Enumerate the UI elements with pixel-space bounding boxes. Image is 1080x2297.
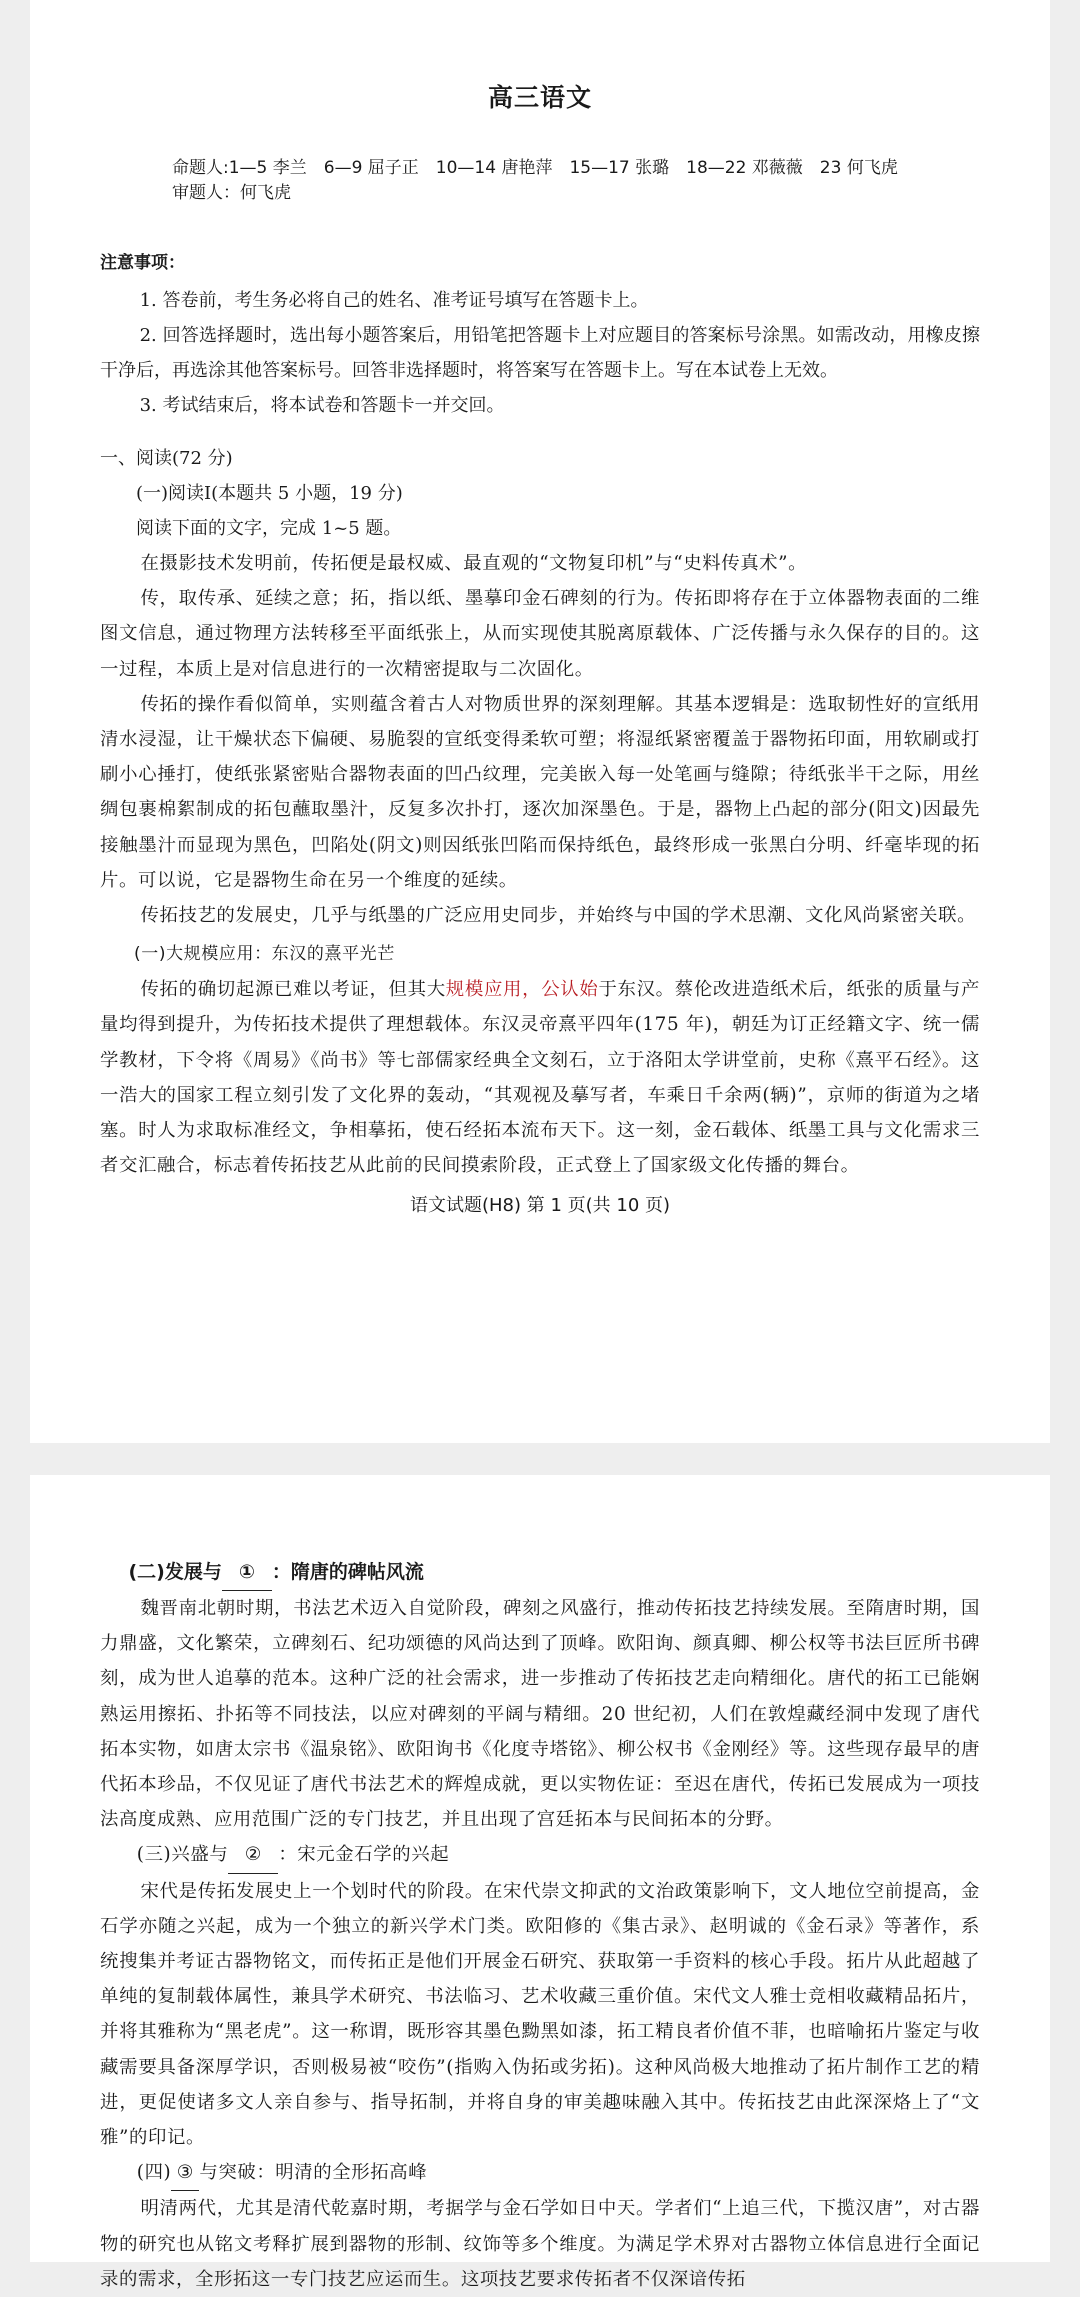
passage-subheading: (一)大规模应用：东汉的熹平光芒: [134, 944, 395, 965]
paragraph-text: 于东汉。蔡伦改进造纸术后，纸张的质量与产量均得到提升，为传拓技术提供了理想载体。东汉灵帝熹平四年(175 年)，朝廷为订正经籍文字、统一儒学教材，下令将《周易》《尚书》等七部儒家经典全文刻石，立于洛阳太学讲堂前，史称《熹平石经》。这一浩大的国家工程立刻引发了文化界的轰动，“其观视及摹写者，车乘日千余两(辆)”，京师的街道为之堵塞。时人为求取标准经文，争相摹拓，使石经拓本流布天下。这一刻，金石载体、纸墨工具与文化需求三者交汇融合，标志着传拓技艺从此前的民间摸索阶段，正式登上了国家级文化传播的舞台。: [100, 979, 980, 1177]
notice-item-3: 3. 考试结束后，将本试卷和答题卡一并交回。: [139, 395, 505, 416]
passage-subheading: [100, 1555, 980, 1591]
passage-paragraph: 在摄影技术发明前，传拓便是最权威、最直观的“文物复印机”与“史料传真术”。: [140, 553, 808, 574]
page-footer: 语文试题(H8) 第 1 页(共 10 页): [409, 1195, 671, 1217]
passage-subheading: [100, 1837, 980, 1873]
blank-3: ③: [171, 2155, 199, 2191]
blank-2: ②: [228, 1837, 278, 1873]
passage-subheading: [100, 2155, 980, 2191]
heading-text: (二)发展与: [128, 1561, 222, 1583]
subsection-title: (一)阅读Ⅰ(本题共 5 小题，19 分): [136, 483, 403, 504]
passage-paragraph: [100, 972, 980, 1183]
reviewer-line: 审题人：何飞虎: [172, 183, 291, 203]
heading-text: (四): [136, 2162, 172, 2184]
paragraph-text: 传拓的确切起源已难以考证，但其大: [140, 979, 446, 1001]
passage-paragraph: 明清两代，尤其是清代乾嘉时期，考据学与金石学如日中天。学者们“上追三代，下揽汉唐”，对古器物的研究也从铭文考释扩展到器物的形制、纹饰等多个维度。为满足学术界对古器物立体信息进行全面记录的需求，全形拓这一专门技艺应运而生。这项技艺要求传拓者不仅深谙传拓: [100, 2198, 980, 2290]
section-title: 一、阅读(72 分): [100, 448, 233, 469]
heading-text: (三)兴盛与: [136, 1844, 229, 1866]
passage-paragraph: 传，取传承、延续之意；拓，指以纸、墨摹印金石碑刻的行为。传拓即将存在于立体器物表面的二维图文信息，通过物理方法转移至平面纸张上，从而实现使其脱离原载体、广泛传播与永久保存的目的。这一过程，本质上是对信息进行的一次精密提取与二次固化。: [100, 588, 980, 680]
notice-title: 注意事项：: [100, 253, 185, 273]
blank-1: ①: [222, 1555, 272, 1591]
passage-paragraph: 宋代是传拓发展史上一个划时代的阶段。在宋代崇文抑武的文治政策影响下，文人地位空前提高，金石学亦随之兴起，成为一个独立的新兴学术门类。欧阳修的《集古录》、赵明诚的《金石录》等著作，系统搜集并考证古器物铭文，而传拓正是他们开展金石研究、获取第一手资料的核心手段。拓片从此超越了单纯的复制载体属性，兼具学术研究、书法临习、艺术收藏三重价值。宋代文人雅士竞相收藏精品拓片，并将其雅称为“黑老虎”。这一称谓，既形容其墨色黝黑如漆，拓工精良者价值不菲，也暗喻拓片鉴定与收藏需要具备深厚学识，否则极易被“咬伤”(指购入伪拓或劣拓)。这种风尚极大地推动了拓片制作工艺的精进，更促使诸多文人亲自参与、指导拓制，并将自身的审美趣味融入其中。传拓技艺由此深深烙上了“文雅”的印记。: [100, 1880, 980, 2149]
passage-paragraph: 传拓技艺的发展史，几乎与纸墨的广泛应用史同步，并始终与中国的学术思潮、文化风尚紧密关联。: [140, 905, 977, 927]
notice-item-1: 1. 答卷前，考生务必将自己的姓名、准考证号填写在答题卡上。: [139, 290, 649, 311]
instruction-text: 阅读下面的文字，完成 1~5 题。: [136, 518, 402, 539]
exam-meta: [100, 156, 980, 206]
heading-text: 与突破：明清的全形拓高峰: [199, 2162, 428, 2184]
heading-text: ：隋唐的碑帖风流: [271, 1561, 424, 1583]
heading-text: ：宋元金石学的兴起: [278, 1844, 450, 1866]
page-title: 高三语文: [487, 83, 592, 112]
exam-page-2: [30, 1475, 1050, 2290]
notice-item-2: 2. 回答选择题时，选出每小题答案后，用铅笔把答题卡上对应题目的答案标号涂黑。如需改动，用橡皮擦干净后，再选涂其他答案标号。回答非选择题时，将答案写在答题卡上。写在本试卷上无效。: [100, 325, 980, 381]
red-annotated-text: 规模应用，公认始: [445, 979, 599, 1001]
passage-paragraph: 传拓的操作看似简单，实则蕴含着古人对物质世界的深刻理解。其基本逻辑是：选取韧性好的宣纸用清水浸湿，让干燥状态下偏硬、易脆裂的宣纸变得柔软可塑；将湿纸紧密覆盖于器物拓印面，用软刷或打刷小心捶打，使纸张紧密贴合器物表面的凹凸纹理，完美嵌入每一处笔画与缝隙；待纸张半干之际，用丝绸包裹棉絮制成的拓包蘸取墨汁，反复多次扑打，逐次加深墨色。于是，器物上凸起的部分(阳文)因最先接触墨汁而显现为黑色，凹陷处(阴文)则因纸张凹陷而保持纸色，最终形成一张黑白分明、纤毫毕现的拓片。可以说，它是器物生命在另一个维度的延续。: [100, 693, 980, 891]
exam-page-1: [30, 0, 1050, 1443]
passage-paragraph: 魏晋南北朝时期，书法艺术迈入自觉阶段，碑刻之风盛行，推动传拓技艺持续发展。至隋唐时期，国力鼎盛，文化繁荣，立碑刻石、纪功颂德的风尚达到了顶峰。欧阳询、颜真卿、柳公权等书法巨匠所书碑刻，成为世人追摹的范本。这种广泛的社会需求，进一步推动了传拓技艺走向精细化。唐代的拓工已能娴熟运用擦拓、扑拓等不同技法，以应对碑刻的平阔与精细。20 世纪初，人们在敦煌藏经洞中发现了唐代拓本实物，如唐太宗书《温泉铭》、欧阳询书《化度寺塔铭》、柳公权书《金刚经》等。这些现存最早的唐代拓本珍品，不仅见证了唐代书法艺术的辉煌成就，更以实物佐证：至迟在唐代，传拓已发展成为一项技法高度成熟、应用范围广泛的专门技艺，并且出现了宫廷拓本与民间拓本的分野。: [100, 1598, 980, 1831]
setters-line: 命题人:1—5 李兰 6—9 屈子正 10—14 唐艳萍 15—17 张璐 18—22 邓薇薇 23 何飞虎: [172, 158, 898, 178]
